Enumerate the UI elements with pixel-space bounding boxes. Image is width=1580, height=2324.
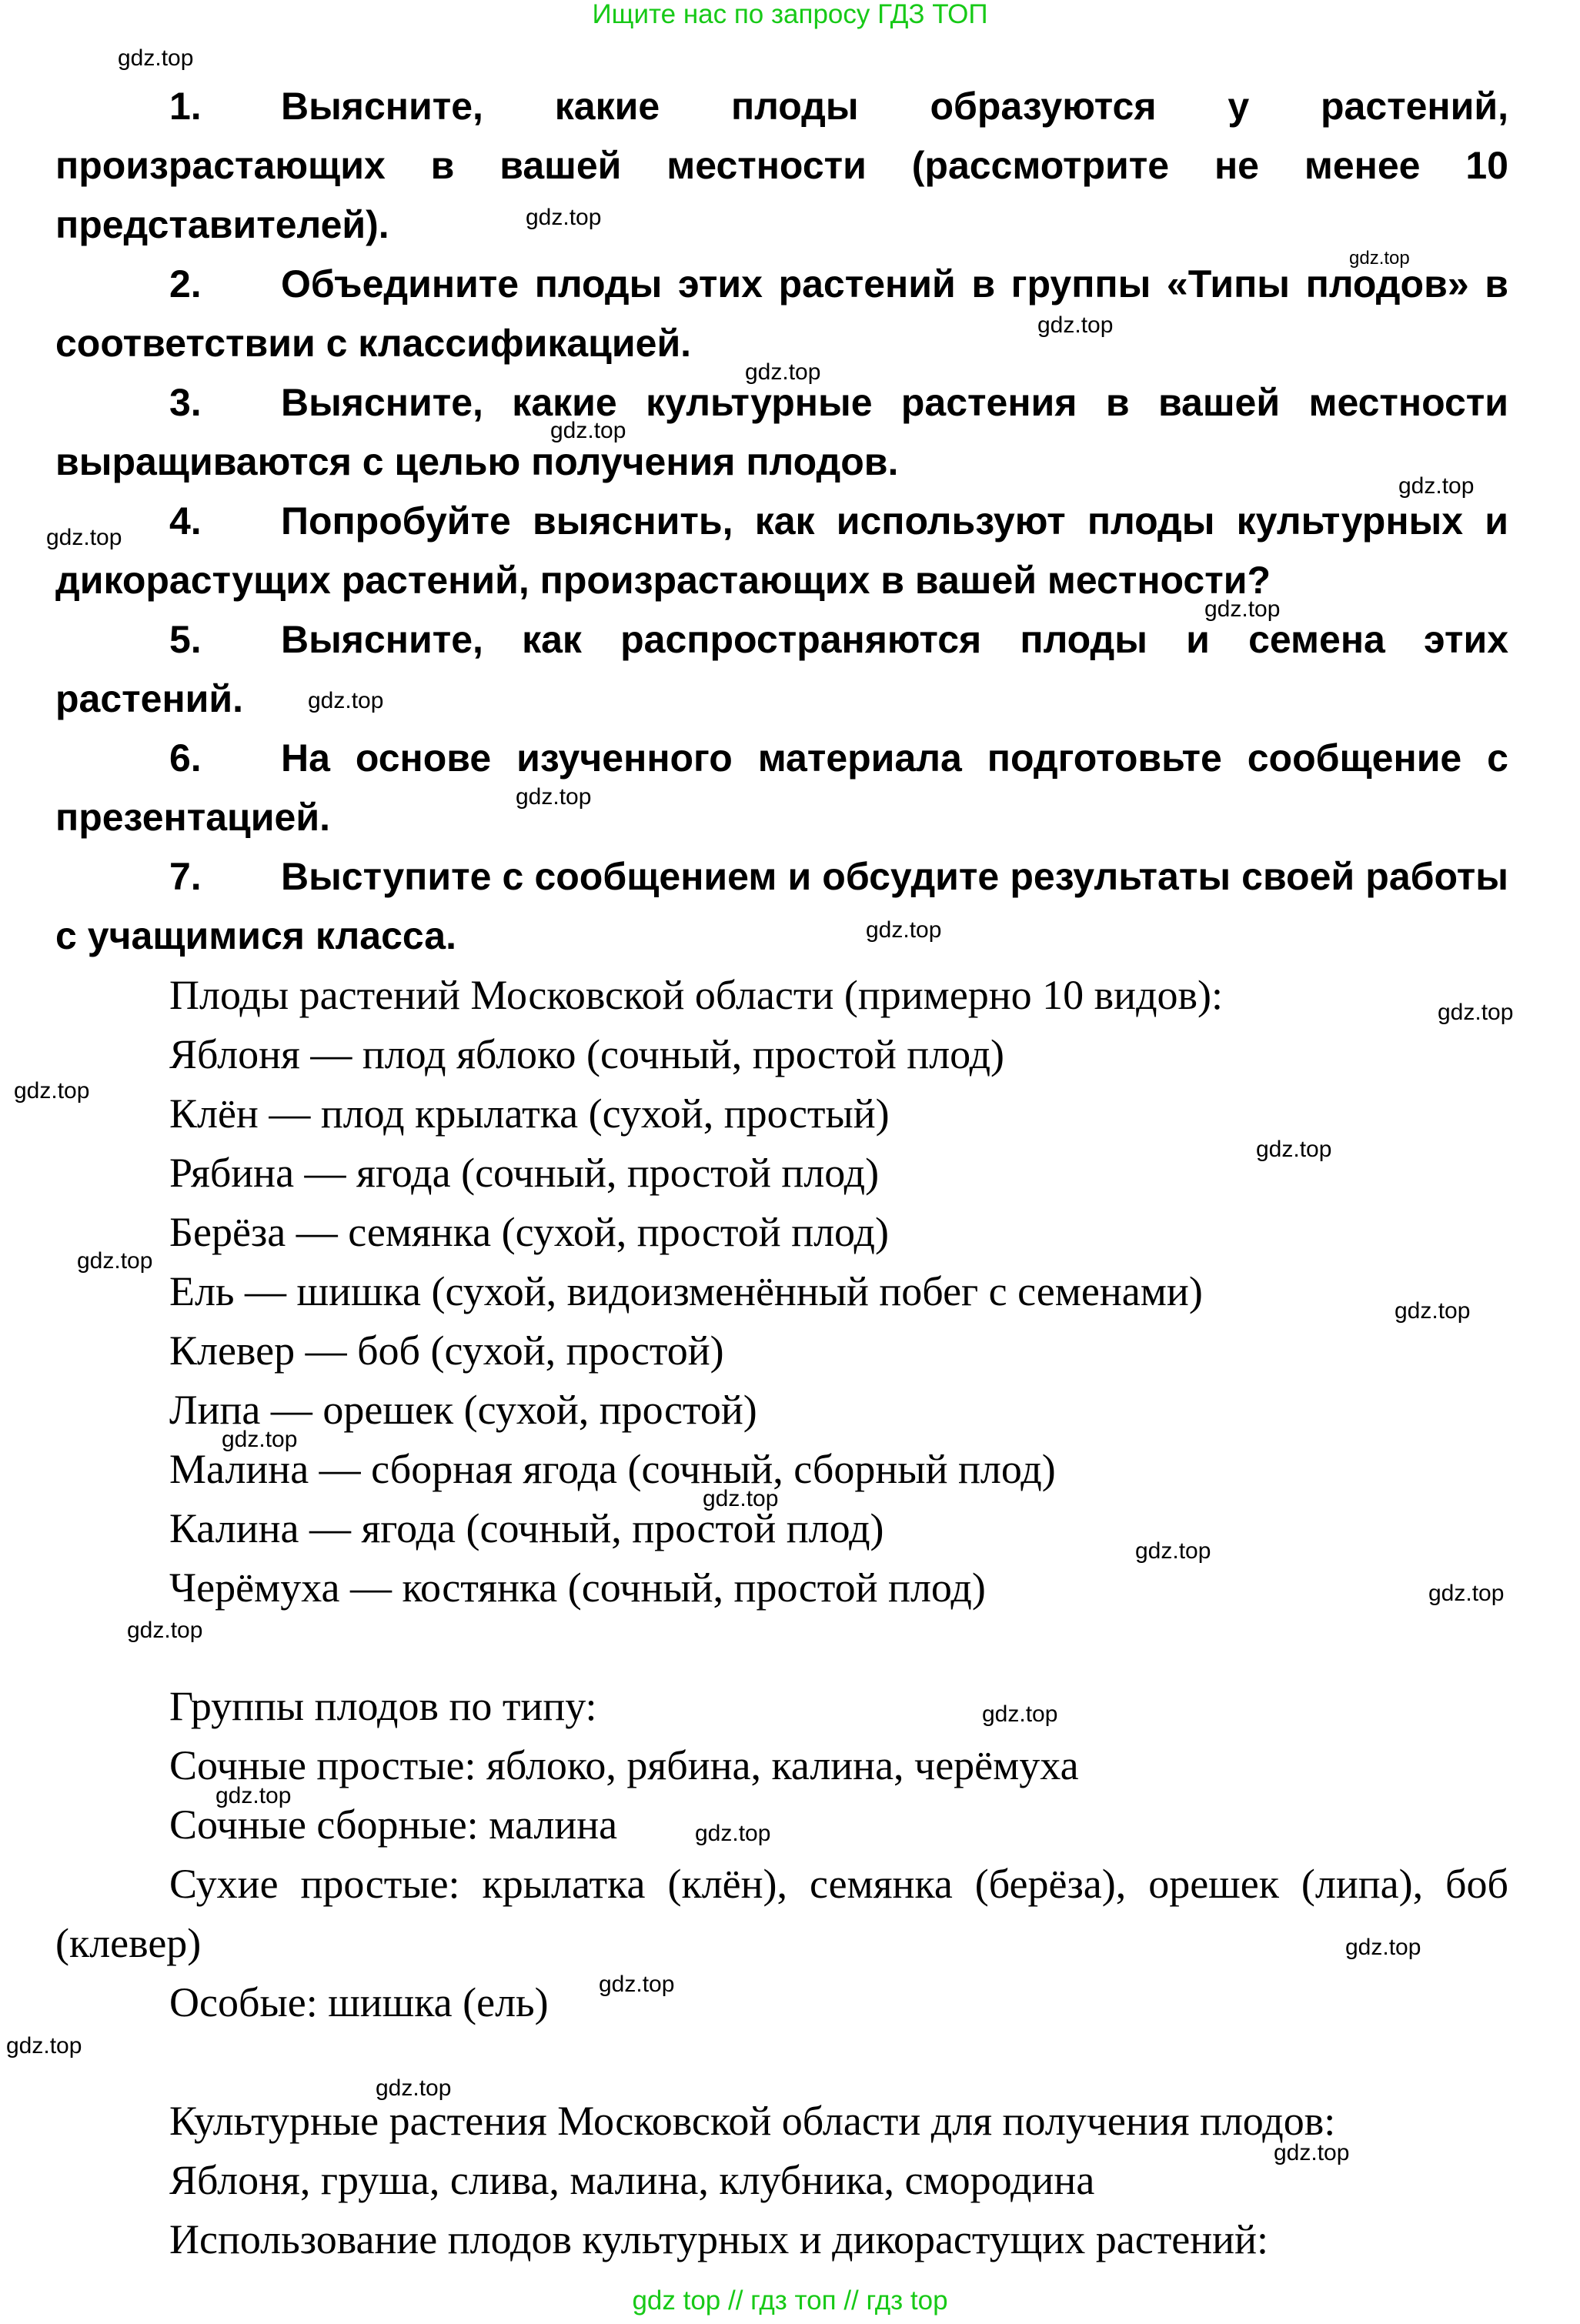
plant-line: Малина — сборная ягода (сочный, сборный плод) [169, 1446, 1056, 1492]
plant-line: Берёза — семянка (сухой, простой плод) [169, 1209, 889, 1255]
watermark: gdz.top [376, 2075, 452, 2101]
watermark: gdz.top [1345, 1935, 1421, 1960]
task-item [55, 255, 1508, 373]
watermark: gdz.top [1135, 1538, 1211, 1564]
plant-line: Калина — ягода (сочный, простой плод) [169, 1505, 884, 1551]
usage-heading: Использование плодов культурных и дикорастущих растений: [169, 2216, 1268, 2262]
task-item [55, 610, 1508, 729]
task-number: 3. [169, 381, 202, 424]
watermark: gdz.top [1037, 312, 1114, 338]
group-special: Особые: шишка (ель) [169, 1979, 549, 2025]
plant-line: Черёмуха — костянка (сочный, простой плод) [169, 1564, 986, 1611]
watermark: gdz.top [982, 1701, 1058, 1727]
watermark: gdz.top [77, 1248, 153, 1274]
plant-line: Клевер — боб (сухой, простой) [169, 1327, 724, 1374]
watermark: gdz.top [1428, 1581, 1505, 1606]
task-number: 4. [169, 499, 202, 543]
watermark: gdz.top [6, 2033, 82, 2059]
task-number: 6. [169, 736, 202, 780]
watermark: gdz.top [1438, 1000, 1514, 1025]
watermark: gdz.top [550, 418, 626, 443]
watermark: gdz.top [526, 205, 602, 230]
task-item [55, 729, 1508, 847]
watermark: gdz.top [215, 1783, 292, 1808]
watermark: gdz.top [1398, 473, 1475, 499]
plant-line: Клён — плод крылатка (сухой, простый) [169, 1090, 890, 1137]
watermark: gdz.top [866, 917, 942, 943]
plant-line: Рябина — ягода (сочный, простой плод) [169, 1150, 880, 1196]
watermark: gdz.top [1349, 248, 1410, 269]
task-item [55, 373, 1508, 492]
bottom-banner: gdz top // гдз топ // гдз top [632, 2286, 948, 2316]
task-text: На основе изученного материала подготовьте сообщение с презентацией. [55, 736, 1508, 839]
watermark: gdz.top [1274, 2140, 1350, 2165]
watermark: gdz.top [703, 1486, 779, 1511]
task-text: Выясните, как распространяются плоды и семена этих растений. [55, 618, 1508, 720]
plant-line: Яблоня — плод яблоко (сочный, простой плод) [169, 1031, 1005, 1077]
task-text: Объедините плоды этих растений в группы «Типы плодов» в соответствии с классификацией. [55, 262, 1508, 365]
task-item [55, 77, 1508, 255]
task-number: 7. [169, 855, 202, 898]
group-juicy-aggregate: Сочные сборные: малина [169, 1801, 618, 1848]
group-juicy-simple: Сочные простые: яблоко, рябина, калина, черёмуха [169, 1742, 1079, 1788]
plant-line: Липа — орешек (сухой, простой) [169, 1387, 757, 1433]
task-text: Попробуйте выяснить, как используют плоды культурных и дикорастущих растений, произрастающих в вашей местности? [55, 499, 1508, 602]
watermark: gdz.top [118, 45, 194, 71]
watermark: gdz.top [1204, 596, 1281, 622]
watermark: gdz.top [745, 359, 821, 385]
task-number: 5. [169, 618, 202, 661]
groups-heading: Группы плодов по типу: [169, 1683, 597, 1729]
task-text: Выясните, какие плоды образуются у растений, произрастающих в вашей местности (рассмотрите не менее 10 представителей). [55, 85, 1508, 246]
watermark: gdz.top [599, 1972, 675, 1997]
watermark: gdz.top [1395, 1298, 1471, 1324]
watermark: gdz.top [222, 1427, 298, 1452]
task-number: 2. [169, 262, 202, 306]
watermark: gdz.top [695, 1821, 771, 1846]
cultivated-list: Яблоня, груша, слива, малина, клубника, смородина [169, 2157, 1095, 2203]
task-item [55, 492, 1508, 610]
watermark: gdz.top [46, 525, 122, 550]
watermark: gdz.top [14, 1078, 90, 1104]
group-dry-simple: Сухие простые: крылатка (клён), семянка (берёза), орешек (липа), боб (клевер) [55, 1861, 1508, 1966]
watermark: gdz.top [308, 688, 384, 713]
task-text: Выступите с сообщением и обсудите результаты своей работы с учащимися класса. [55, 855, 1508, 957]
task-item [55, 847, 1508, 966]
top-banner: Ищите нас по запросу ГДЗ ТОП [592, 0, 988, 29]
plant-line: Ель — шишка (сухой, видоизменённый побег с семенами) [169, 1268, 1203, 1314]
plants-heading: Плоды растений Московской области (примерно 10 видов): [169, 972, 1224, 1018]
watermark: gdz.top [127, 1618, 203, 1643]
watermark: gdz.top [516, 784, 592, 810]
watermark: gdz.top [1256, 1137, 1332, 1162]
task-number: 1. [169, 85, 202, 128]
cultivated-heading: Культурные растения Московской области для получения плодов: [169, 2098, 1336, 2144]
task-text: Выясните, какие культурные растения в вашей местности выращиваются с целью получения плодов. [55, 381, 1508, 483]
